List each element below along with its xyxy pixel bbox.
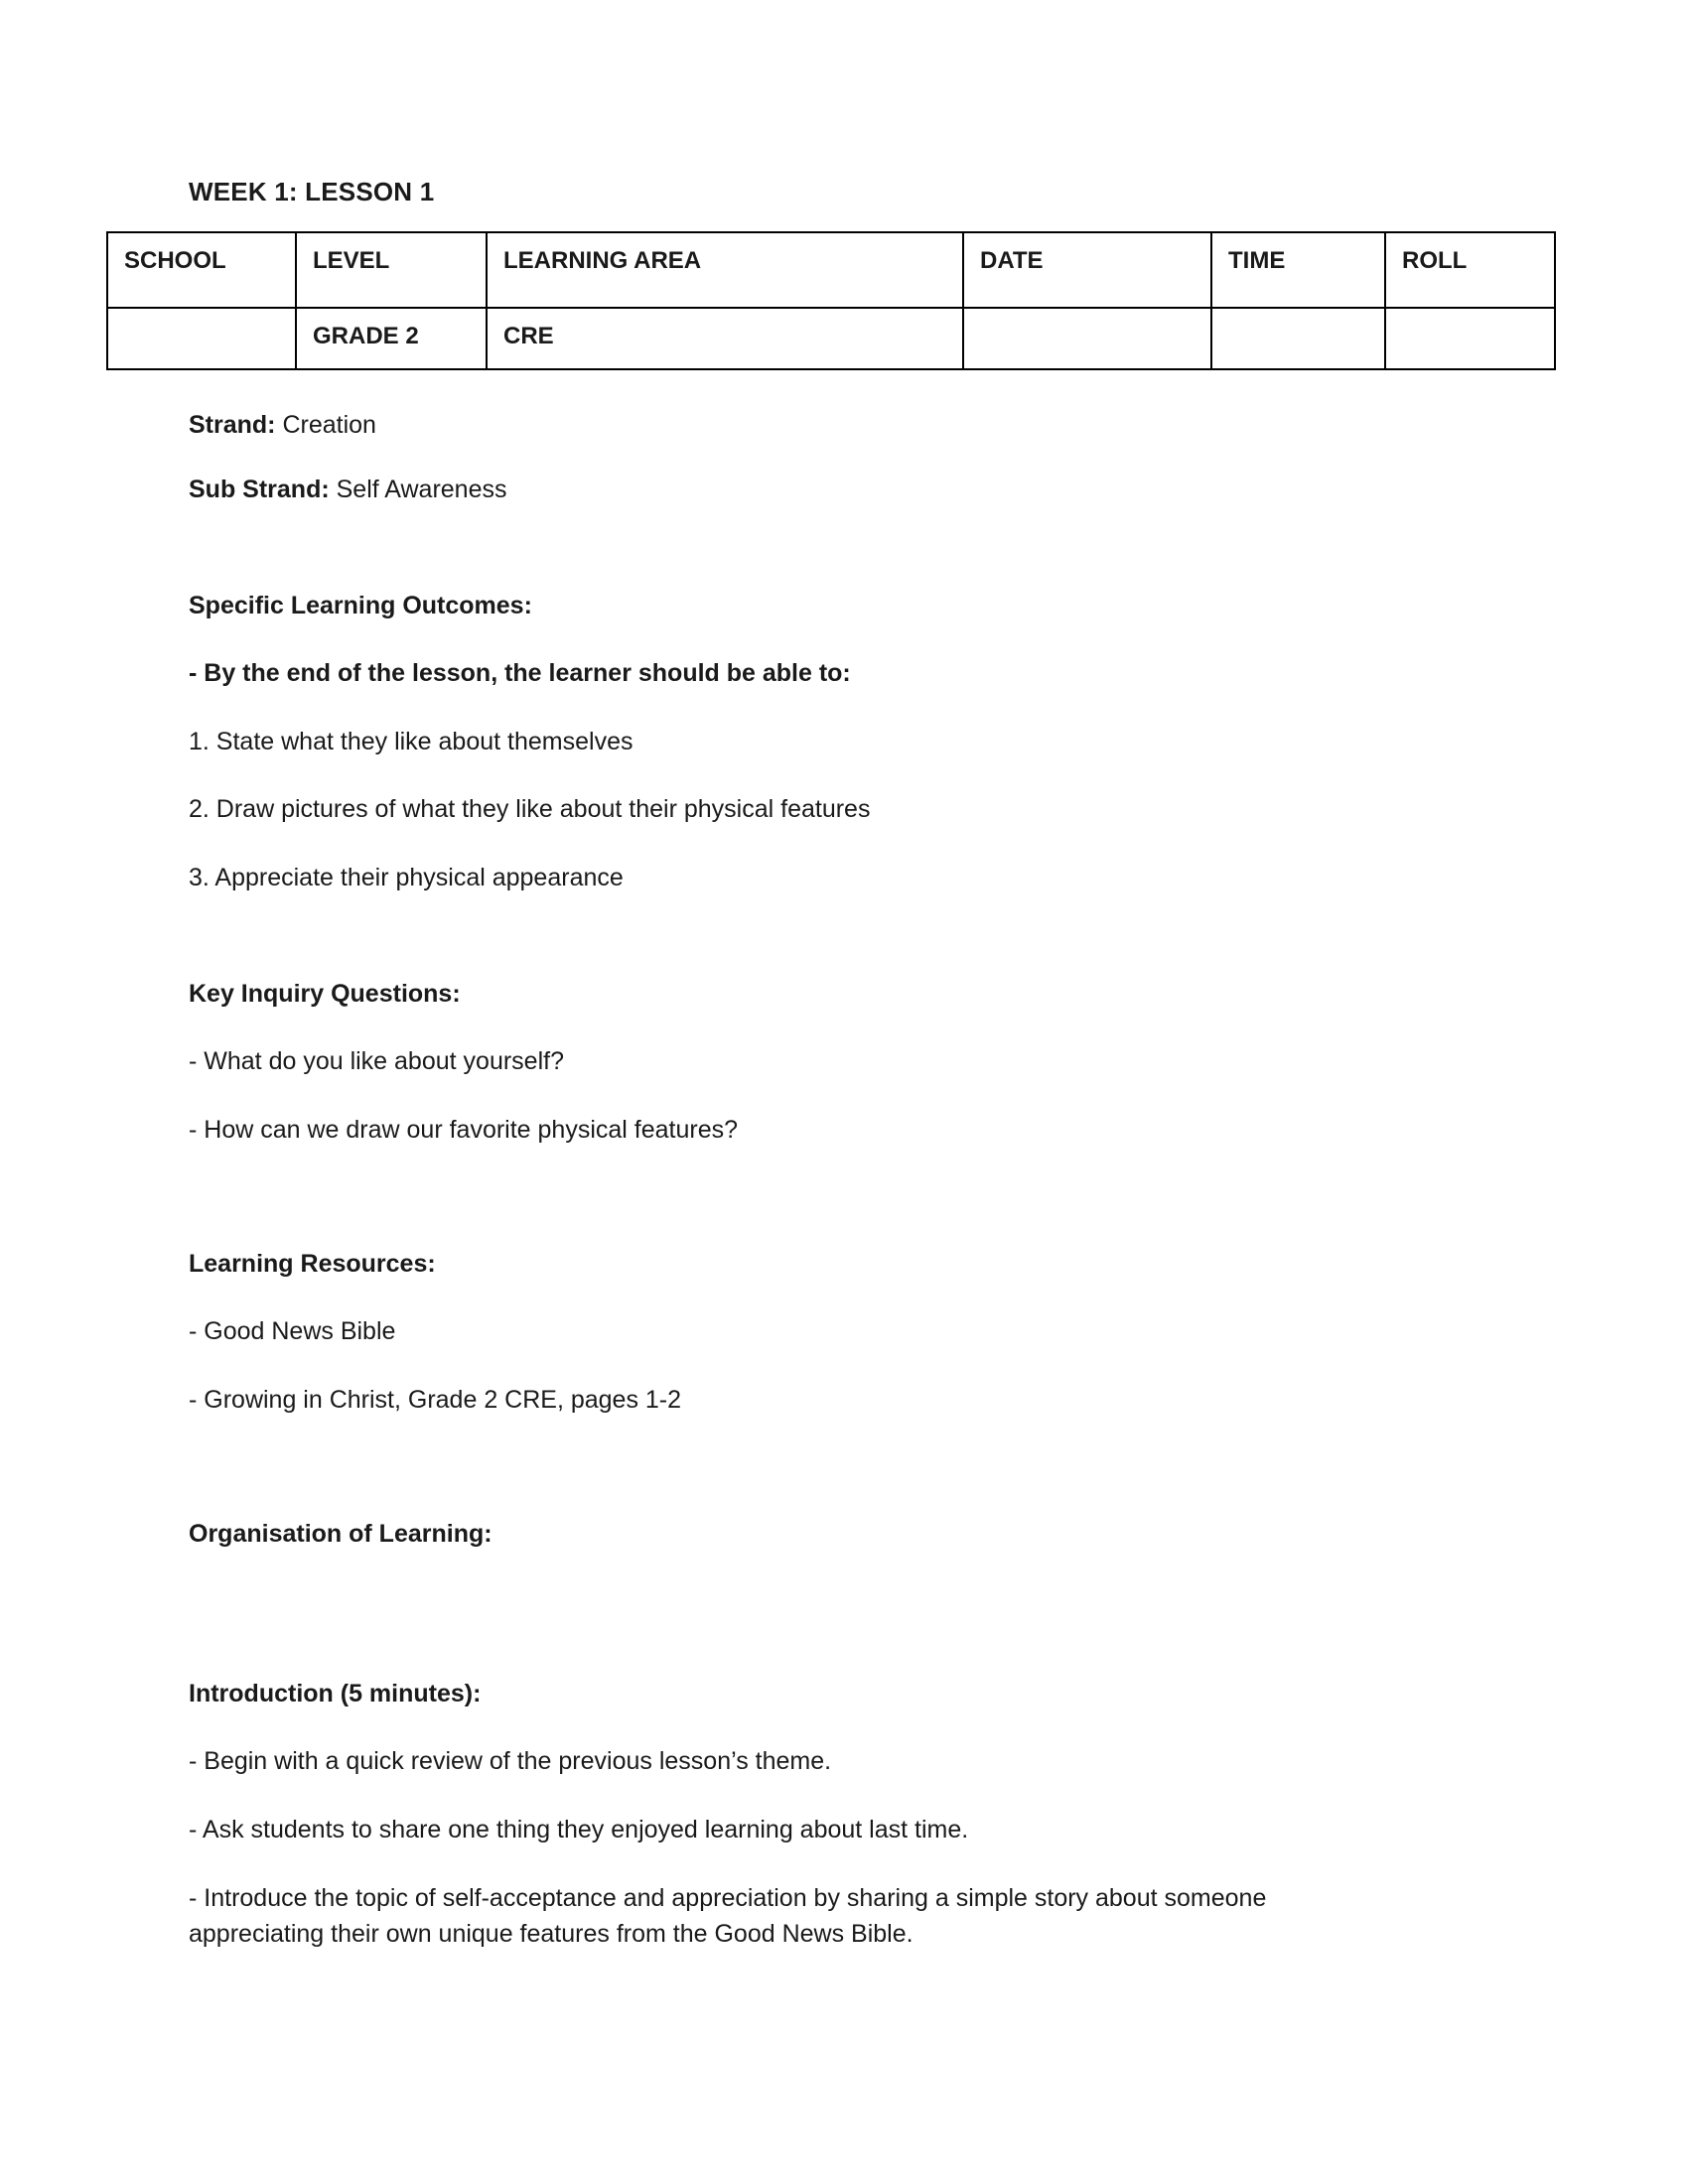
outcome-item-3: 3. Appreciate their physical appearance [189, 863, 624, 891]
spacer [189, 1450, 1460, 1520]
introduction-item-1: - Begin with a quick review of the previous lesson’s theme. [189, 1747, 832, 1775]
resource-item-1: - Good News Bible [189, 1317, 396, 1345]
outcome-item-2: 2. Draw pictures of what they like about their physical features [189, 795, 871, 823]
table-cell-roll [1385, 308, 1555, 369]
organisation-heading: Organisation of Learning: [189, 1520, 492, 1548]
strand-label: Strand: [189, 411, 276, 439]
sub-strand-label: Sub Strand: [189, 475, 330, 503]
table-cell-level: GRADE 2 [296, 308, 487, 369]
sub-strand-value: Self Awareness [329, 475, 507, 503]
table-row [107, 308, 1555, 369]
spacer [189, 1584, 1460, 1680]
table-cell-time [1211, 308, 1385, 369]
lesson-info-table [106, 231, 1556, 370]
table-cell-school [107, 308, 296, 369]
spacer [189, 928, 1460, 980]
table-header-learning-area: LEARNING AREA [487, 232, 963, 308]
table-header-date: DATE [963, 232, 1211, 308]
spacer [189, 1180, 1460, 1250]
sub-strand-line [189, 473, 1460, 507]
inquiry-item-1: - What do you like about yourself? [189, 1047, 564, 1075]
table-header-row [107, 232, 1555, 308]
table-header-roll: ROLL [1385, 232, 1555, 308]
introduction-item-3: - Introduce the topic of self-acceptance and appreciation by sharing a simple story about someone appreciating their own unique features from the Good News Bible. [189, 1884, 1267, 1949]
spacer [189, 540, 1460, 592]
resources-heading: Learning Resources: [189, 1250, 436, 1278]
outcomes-lead: - By the end of the lesson, the learner should be able to: [189, 659, 851, 687]
introduction-item-2: - Ask students to share one thing they enjoyed learning about last time. [189, 1815, 969, 1843]
table-cell-date [963, 308, 1211, 369]
document-content [106, 177, 1556, 1982]
table-header-level: LEVEL [296, 232, 487, 308]
page-title: WEEK 1: LESSON 1 [189, 177, 435, 206]
strand-value: Creation [275, 411, 376, 439]
resource-item-2: - Growing in Christ, Grade 2 CRE, pages 1-2 [189, 1385, 682, 1414]
outcome-item-1: 1. State what they like about themselves [189, 727, 633, 755]
table-header-school: SCHOOL [107, 232, 296, 308]
strand-line [189, 408, 1460, 443]
document-body [189, 408, 1460, 1953]
table-header-time: TIME [1211, 232, 1385, 308]
introduction-heading: Introduction (5 minutes): [189, 1680, 482, 1707]
outcomes-heading: Specific Learning Outcomes: [189, 592, 532, 619]
inquiry-heading: Key Inquiry Questions: [189, 980, 461, 1008]
inquiry-item-2: - How can we draw our favorite physical features? [189, 1115, 739, 1144]
table-cell-learning-area: CRE [487, 308, 963, 369]
